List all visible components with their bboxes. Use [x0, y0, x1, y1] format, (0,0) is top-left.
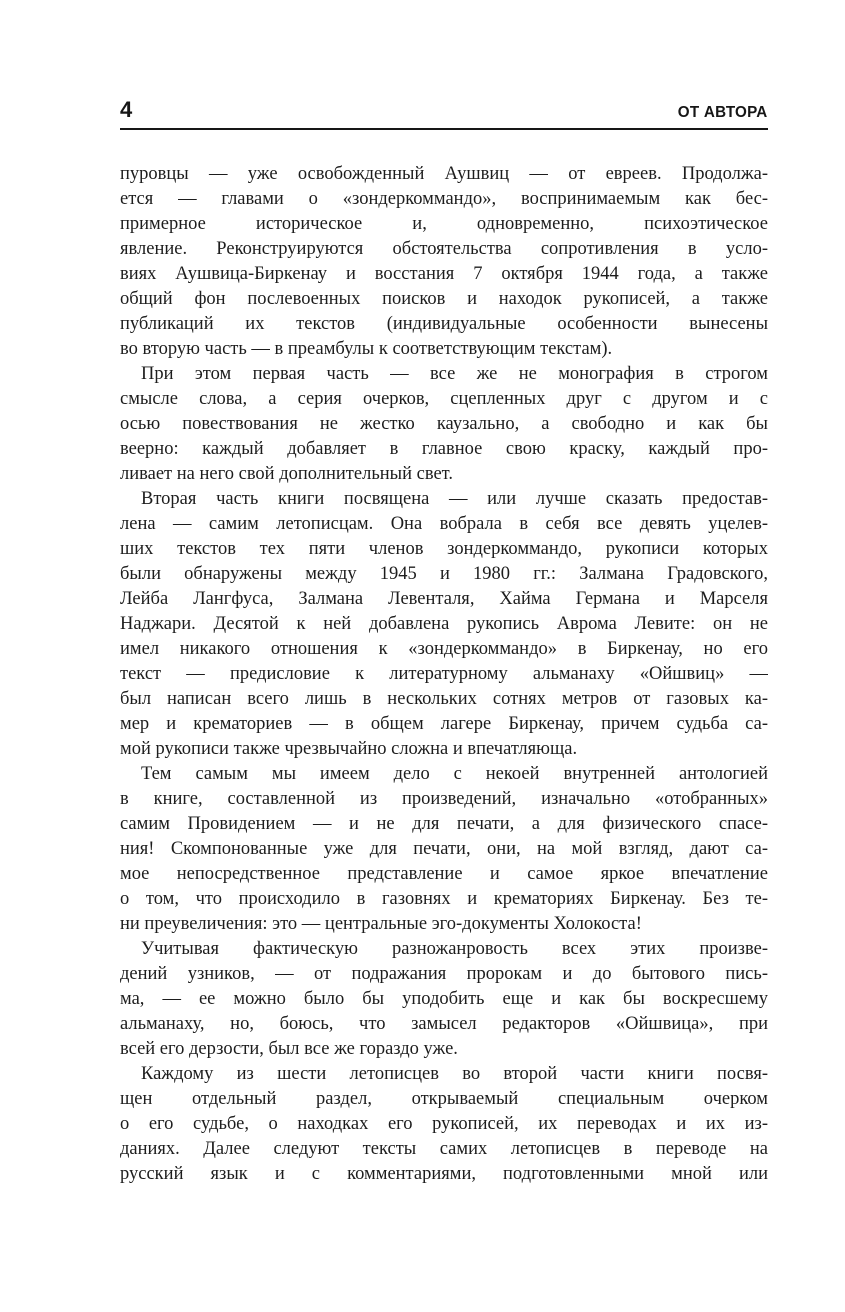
- paragraph: [120, 1062, 768, 1187]
- text-line: ших текстов тех пяти членов зондеркоммандо, рукописи которых: [120, 539, 768, 559]
- text-line: Учитывая фактическую разножанровость всех этих произве-: [141, 939, 768, 959]
- text-line: ма, — ее можно было бы уподобить еще и как бы воскресшему: [120, 989, 768, 1009]
- text-line: даниях. Далее следуют тексты самих летописцев в переводе на: [120, 1139, 768, 1159]
- text-line: дений узников, — от подражания пророкам и до бытового пись-: [120, 964, 768, 984]
- text-line: во вторую часть — в преамбулы к соответствующим текстам).: [120, 339, 613, 359]
- header-rule: [120, 128, 768, 130]
- text-line: Тем самым мы имеем дело с некоей внутренней антологией: [141, 764, 768, 784]
- paragraph: [120, 487, 768, 762]
- text-line: были обнаружены между 1945 и 1980 гг.: Залмана Градовского,: [120, 564, 768, 584]
- paragraph: [120, 162, 768, 362]
- text-line: ливает на него свой дополнительный свет.: [120, 464, 453, 484]
- text-line: всей его дерзости, был все же гораздо уже.: [120, 1039, 458, 1059]
- text-line: При этом первая часть — все же не монография в строгом: [141, 364, 768, 384]
- text-line: общий фон послевоенных поисков и находок рукописей, а также: [120, 289, 768, 309]
- text-line: самим Провидением — и не для печати, а для физического спасе-: [120, 814, 768, 834]
- text-line: смысле слова, а серия очерков, сцепленных друг с другом и с: [120, 389, 768, 409]
- text-line: мер и крематориев — в общем лагере Биркенау, причем судьба са-: [120, 714, 768, 734]
- text-line: щен отдельный раздел, открываемый специальным очерком: [120, 1089, 768, 1109]
- text-line: явление. Реконструируются обстоятельства сопротивления в усло-: [120, 239, 768, 259]
- text-line: мой рукописи также чрезвычайно сложна и впечатляюща.: [120, 739, 578, 759]
- page-number: 4: [120, 97, 133, 122]
- text-line: ния! Скомпонованные уже для печати, они, на мой взгляд, дают са-: [120, 839, 768, 859]
- text-line: ни преувеличения: это — центральные эго-документы Холокоста!: [120, 914, 642, 934]
- text-line: Наджари. Десятой к ней добавлена рукопись Аврома Левите: он не: [120, 614, 768, 634]
- text-line: о том, что происходило в газовнях и крематориях Биркенау. Без те-: [120, 889, 768, 909]
- text-line: лена — самим летописцам. Она вобрала в себя все девять уцелев-: [120, 514, 768, 534]
- text-line: мое непосредственное представление и самое яркое впечатление: [120, 864, 768, 884]
- running-title: ОТ АВТОРА: [678, 104, 768, 121]
- text-line: о его судьбе, о находках его рукописей, их переводах и их из-: [120, 1114, 768, 1134]
- text-line: примерное историческое и, одновременно, психоэтическое: [120, 214, 768, 234]
- text-line: имел никакого отношения к «зондеркоммандо» в Биркенау, но его: [120, 639, 768, 659]
- text-line: русский язык и с комментариями, подготовленными мной или: [120, 1164, 768, 1184]
- text-line: ется — главами о «зондеркоммандо», воспринимаемым как бес-: [120, 189, 768, 209]
- text-line: публикаций их текстов (индивидуальные особенности вынесены: [120, 314, 768, 334]
- body-text: [120, 162, 768, 1187]
- paragraph: [120, 762, 768, 937]
- text-line: осью повествования не жестко каузально, а свободно и как бы: [120, 414, 768, 434]
- text-line: Вторая часть книги посвящена — или лучше сказать предостав-: [141, 489, 768, 509]
- text-line: Лейба Лангфуса, Залмана Левенталя, Хайма Германа и Марселя: [120, 589, 768, 609]
- text-line: пуровцы — уже освобожденный Аушвиц — от евреев. Продолжа-: [120, 164, 768, 184]
- paragraph: [120, 362, 768, 487]
- text-line: виях Аушвица-Биркенау и восстания 7 октября 1944 года, а также: [120, 264, 768, 284]
- text-line: текст — предисловие к литературному альманаху «Ойшвиц» —: [120, 664, 768, 684]
- paragraph: [120, 937, 768, 1062]
- page-content: [120, 99, 768, 1187]
- text-line: альманаху, но, боюсь, что замысел редакторов «Ойшвица», при: [120, 1014, 768, 1034]
- text-line: был написан всего лишь в нескольких сотнях метров от газовых ка-: [120, 689, 768, 709]
- text-line: в книге, составленной из произведений, изначально «отобранных»: [120, 789, 768, 809]
- page-header: [120, 99, 768, 121]
- text-line: Каждому из шести летописцев во второй части книги посвя-: [141, 1064, 768, 1084]
- text-line: веерно: каждый добавляет в главное свою краску, каждый про-: [120, 439, 768, 459]
